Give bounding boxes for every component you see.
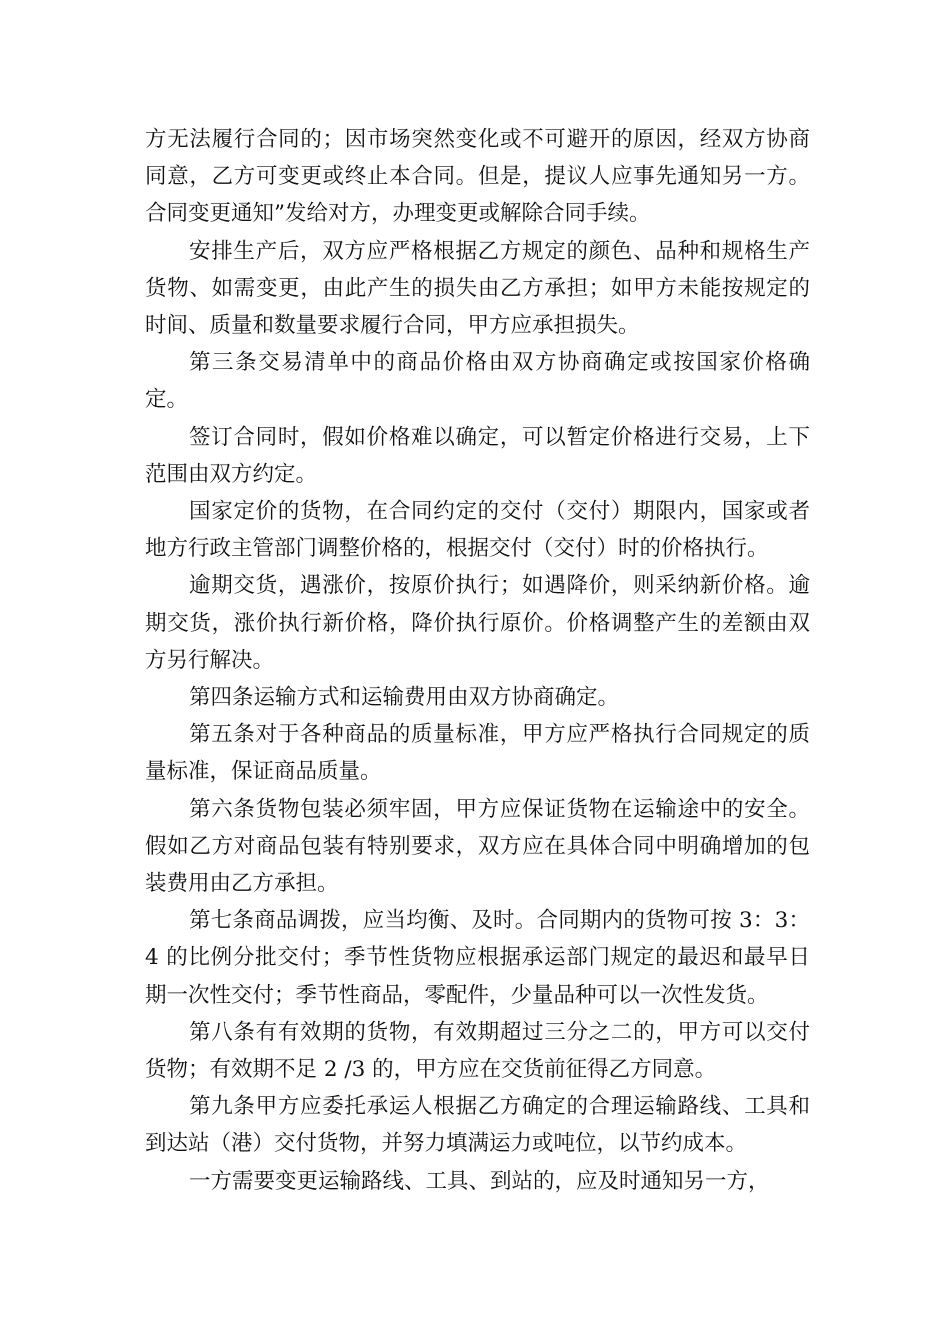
paragraph-13: 一方需要变更运输路线、工具、到站的，应及时通知另一方， xyxy=(189,1168,770,1194)
paragraph-6: 逾期交货，遇涨价，按原价执行；如遇降价，则采纳新价格。逾期交货，涨价执行新价格，降价执行原价。价格调整产生的差额由双方另行解决。 xyxy=(145,573,810,673)
paragraph-2: 安排生产后，双方应严格根据乙方规定的颜色、品种和规格生产货物、如需变更，由此产生的损失由乙方承担；如甲方未能按规定的时间、质量和数量要求履行合同，甲方应承担损失。 xyxy=(145,238,810,339)
paragraph-7: 第四条运输方式和运输费用由双方协商确定。 xyxy=(189,685,620,711)
paragraph-10: 第七条商品调拨，应当均衡、及时。合同期内的货物可按 3：3： 4 的比例分批交付；季节性货物应根据承运部门规定的最迟和最早日期一次性交付；季节性商品，零配件，少量品种可以一次性发货。 xyxy=(145,908,810,1008)
document-body xyxy=(145,121,810,1200)
paragraph-12: 第九条甲方应委托承运人根据乙方确定的合理运输路线、工具和到达站（港）交付货物，并努力填满运力或吨位，以节约成本。 xyxy=(145,1094,810,1157)
paragraph-1: 方无法履行合同的；因市场突然变化或不可避开的原因，经双方协商同意，乙方可变更或终止本合同。但是，提议人应事先通知另一方。合同变更通知”发给对方，办理变更或解除合同手续。 xyxy=(145,127,810,227)
paragraph-5: 国家定价的货物，在合同约定的交付（交付）期限内，国家或者地方行政主管部门调整价格的，根据交付（交付）时的价格执行。 xyxy=(145,499,810,562)
paragraph-11: 第八条有有效期的货物，有效期超过三分之二的，甲方可以交付货物；有效期不足 2 /3 的，甲方应在交货前征得乙方同意。 xyxy=(145,1019,810,1083)
paragraph-3: 第三条交易清单中的商品价格由双方协商确定或按国家价格确定。 xyxy=(145,350,810,413)
paragraph-8: 第五条对于各种商品的质量标准，甲方应严格执行合同规定的质量标准，保证商品质量。 xyxy=(145,722,810,785)
paragraph-9: 第六条货物包装必须牢固，甲方应保证货物在运输途中的安全。假如乙方对商品包装有特别要求，双方应在具体合同中明确增加的包装费用由乙方承担。 xyxy=(145,796,810,897)
paragraph-4: 签订合同时，假如价格难以确定，可以暂定价格进行交易，上下范围由双方约定。 xyxy=(145,424,810,487)
